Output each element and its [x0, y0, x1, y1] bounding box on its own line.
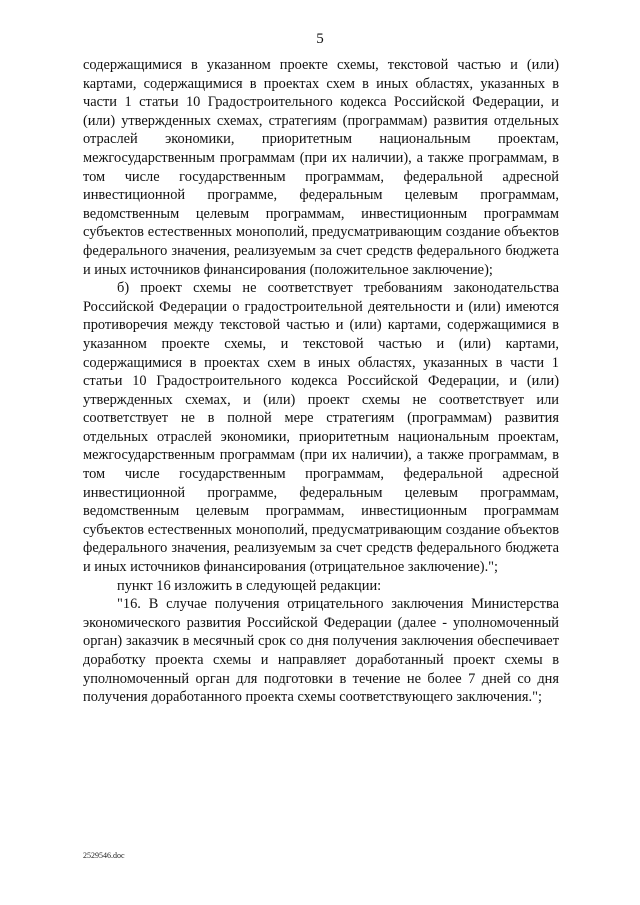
paragraph-amend-point-16: пункт 16 изложить в следующей редакции: — [117, 577, 382, 594]
footer-filename: 2529546.doc — [83, 851, 125, 860]
page-number: 5 — [316, 31, 324, 47]
paragraph-continuation: содержащимися в указанном проекте схемы, текстовой частью и (или) картами, содержащимися в проектах схем в иных областях, указанных в части 1 статьи 10 Градостроительного кодекса Российской Федерации, и (или) утвержденных схемах, стратегиям (программам) развития отдельных отраслей экономики, приоритетным национальным проектам, межгосударственным программам (при их наличии), а также программам, в том числе государственным программам, федеральной адресной инвестиционной программе, федеральным целевым программам, ведомственным целевым программам, инвестиционным программам субъектов естественных монополий, предусматривающим создание объектов федерального значения, реализуемым за счет средств федерального бюджета и иных источников финансирования (положительное заключение); — [83, 57, 559, 278]
paragraph-b-negative-conclusion: б) проект схемы не соответствует требованиям законодательства Российской Федерации о градостроительной деятельности и (или) имеются противоречия между текстовой частью и (или) картами, содержащимися в указанном проекте схемы, и текстовой частью и (или) картами, содержащимися в проектах схем в иных областях, указанных в части 1 статьи 10 Градостроительного кодекса Российской Федерации, и (или) утвержденных схемах, и (или) проект схемы не соответствует или соответствует не в полной мере стратегиям (программам) развития отдельных отраслей экономики, приоритетным национальным проектам, межгосударственным программам (при их наличии), а также программам, в том числе государственным программам, федеральной адресной инвестиционной программе, федеральным целевым программам, ведомственным целевым программам, инвестиционным программам субъектов естественных монополий, предусматривающим создание объектов федерального значения, реализуемым за счет средств федерального бюджета и иных источников финансирования (отрицательное заключение)."; — [83, 280, 559, 576]
paragraph-point-16-text: "16. В случае получения отрицательного заключения Министерства экономического развития Российской Федерации (далее - уполномоченный орган) заказчик в месячный срок со дня получения заключения обеспечивает доработку проекта схемы и направляет доработанный проект схемы в уполномоченный орган для подготовки в течение не более 7 дней со дня получения доработанного проекта схемы соответствующего заключения."; — [83, 596, 559, 706]
document-body — [83, 56, 559, 707]
